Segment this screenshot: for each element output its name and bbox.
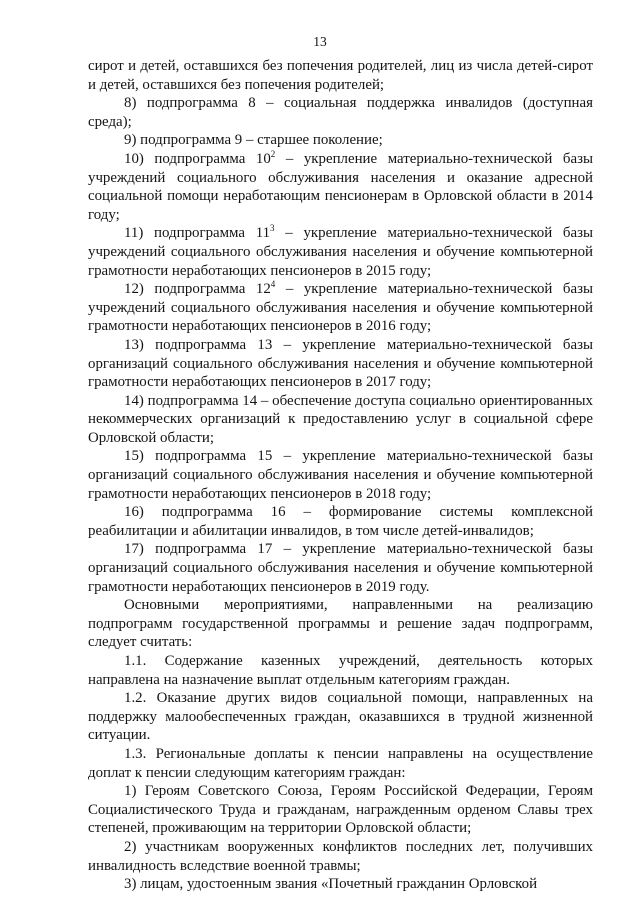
paragraph: сирот и детей, оставшихся без попечения родителей, лиц из числа детей-сирот и детей, оставшихся без попечения родителей; [88, 58, 593, 93]
paragraph: 13) подпрограмма 13 – укрепление материально-технической базы организаций социального обслуживания населения и обучение компьютерной грамотности неработающих пенсионеров в 2017 году; [88, 336, 593, 391]
page-number: 13 [313, 34, 327, 49]
paragraph-text: – укрепление материально-технической базы учреждений социального обслуживания населения и обучение компьютерной грамотности неработающих пенсионеров в 2015 году; [88, 225, 593, 279]
paragraph: 17) подпрограмма 17 – укрепление материально-технической базы организаций социального обслуживания населения и обучение компьютерной грамотности неработающих пенсионеров в 2019 году. [88, 541, 593, 595]
paragraph: 14) подпрограмма 14 – обеспечение доступа социально ориентированных некоммерческих организаций к предоставлению услуг в социальной сфере Орловской области; [88, 392, 593, 446]
paragraph: 1) Героям Советского Союза, Героям Российской Федерации, Героям Социалистического Труда и гражданам, награжденным орденом Славы трех степеней, проживающим на территории Орловской области; [88, 783, 593, 837]
superscript: 3 [270, 223, 275, 234]
superscript: 4 [270, 279, 276, 290]
paragraph: 8) подпрограмма 8 – социальная поддержка инвалидов (доступная среда); [88, 95, 593, 130]
paragraph [88, 224, 593, 280]
paragraph: 1.2. Оказание других видов социальной помощи, направленных на поддержку малообеспеченных граждан, оказавшихся в трудной жизненной ситуации. [88, 690, 593, 744]
superscript: 2 [270, 148, 276, 159]
paragraph: 1.1. Содержание казенных учреждений, деятельность которых направлена на назначение выплат отдельным категориям граждан. [88, 653, 593, 688]
paragraph-text: 12) подпрограмма 12 [124, 281, 271, 298]
paragraph-text: 10) подпрограмма 10 [124, 150, 271, 167]
paragraph [88, 150, 593, 224]
paragraph: 9) подпрограмма 9 – старшее поколение; [124, 132, 383, 149]
paragraph: 16) подпрограмма 16 – формирование системы комплексной реабилитации и абилитации инвалидов, в том числе детей-инвалидов; [88, 504, 593, 539]
paragraph-text: – укрепление материально-технической базы учреждений социального обслуживания населения и оказание адресной социальной помощи неработающим пенсионерам в Орловской области в 2014 году; [88, 150, 594, 223]
paragraph: 3) лицам, удостоенным звания «Почетный гражданин Орловской [124, 876, 538, 893]
paragraph: 2) участникам вооруженных конфликтов последних лет, получивших инвалидность вследствие военной травмы; [88, 838, 593, 874]
paragraph [88, 280, 593, 336]
paragraph: 15) подпрограмма 15 – укрепление материально-технической базы организаций социального обслуживания населения и обучение компьютерной грамотности неработающих пенсионеров в 2018 году; [88, 448, 593, 502]
paragraph-text: – укрепление материально-технической базы учреждений социального обслуживания населения и обучение компьютерной грамотности неработающих пенсионеров в 2016 году; [88, 281, 594, 335]
paragraph: 1.3. Региональные доплаты к пенсии направлены на осуществление доплат к пенсии следующим категориям граждан: [88, 745, 593, 781]
document-body [88, 57, 593, 894]
paragraph-text: 11) подпрограмма 11 [124, 225, 271, 242]
paragraph: Основными мероприятиями, направленными на реализацию подпрограмм государственной программы и решение задач подпрограмм, следует считать: [88, 597, 593, 651]
